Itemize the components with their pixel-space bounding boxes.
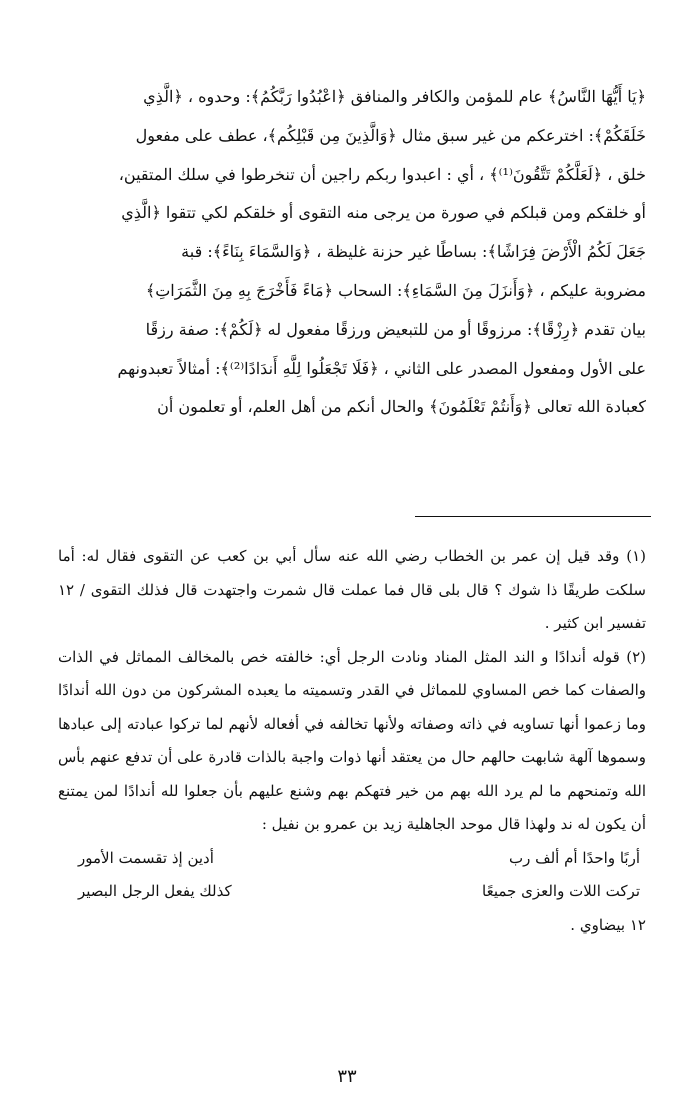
text-line: مضروبة عليكم ، ﴿وَأَنزَلَ مِنَ السَّمَاءِ﴾: السحاب ﴿مَاءً فَأَخْرَجَ بِهِ مِنَ الثَّمَرَاتِ﴾ bbox=[145, 280, 646, 300]
footnote-1 bbox=[58, 540, 646, 641]
text-line: خَلَقَكُمْ﴾: اخترعكم من غير سبق مثال ﴿وَالَّذِينَ مِن قَبْلِكُم﴾، عطف على مفعول bbox=[135, 125, 646, 145]
footnote-text: قوله أندادًا و الند المثل المناد ونادت الرجل أي: خالفته خص بالمخالف المماثل في الذات والصفات كما خص المساوي للمماثل في القدر وتسميته ما يعبده المشركون من دون الله أندادًا وما زعموا أنها تساويه في ذاته وصفاته ولأنها تخالفه في أفعاله لأنهم لما تركوا عبادته إلى عبادها وسموها آلهة شابهت حالهم حال من يعتقد أنها ذوات واجبة بالذات قادرة على أن تدفع عنهم بأس الله وتمنحهم ما لم يرد الله بهم من خير فتهكم بهم وشنع عليهم بأن جعلوا لله أندادًا لمن يمتنع أن يكون له ند ولهذا قال موحد الجاهلية زيد بن عمرو بن نفيل : bbox=[58, 647, 646, 833]
text-line: بيان تقدم ﴿رِزْقًا﴾: مرزوقًا أو من للتبعيض ورزقًا مفعول له ﴿لَكُمْ﴾: صفة رزقًا bbox=[145, 319, 646, 339]
verse-first-hemistich: أربًا واحدًا أم ألف رب bbox=[508, 848, 640, 867]
text-line: ﴿يَا أَيُّهَا النَّاسُ﴾ عام للمؤمن والكافر والمنافق ﴿اعْبُدُوا رَبَّكُمُ﴾: وحدوه ، ﴿الَّذِي bbox=[143, 87, 646, 106]
footnote-2 bbox=[58, 641, 646, 842]
text-line: على الأول ومفعول المصدر على الثاني ، ﴿فَلَا تَجْعَلُوا لِلَّهِ أَندَادًا⁽²⁾﴾: أمثالاً تعبدونهم bbox=[117, 358, 646, 378]
text-line: جَعَلَ لَكُمُ الْأَرْضَ فِرَاشًا﴾: بساطًا غير حزنة غليظة ، ﴿وَالسَّمَاءَ بِنَاءً﴾: قبة bbox=[181, 242, 646, 262]
text-line: خلق ، ﴿لَعَلَّكُمْ تَتَّقُونَ⁽¹⁾﴾ ، أي : اعبدوا ربكم راجين أن تنخرطوا في سلك المتقين، bbox=[118, 164, 646, 184]
verse-first-hemistich: تركت اللات والعزى جميعًا bbox=[482, 882, 640, 900]
tafsir-main-text bbox=[58, 78, 646, 427]
poem-verse-1 bbox=[58, 842, 646, 876]
verse-second-hemistich: كذلك يفعل الرجل البصير bbox=[78, 882, 232, 900]
page-number: ٣٣ bbox=[337, 1066, 357, 1087]
text-line: أو خلقكم ومن قبلكم في صورة من يرجى منه التقوى أو خلقكم لكي تتقوا ﴿الَّذِي bbox=[121, 203, 646, 223]
footnote-number: (١) bbox=[626, 547, 646, 565]
text-line: كعبادة الله تعالى ﴿وَأَنتُمْ تَعْلَمُونَ﴾ والحال أنكم من أهل العلم، أو تعلمون أن bbox=[157, 397, 646, 417]
poem-verse-2 bbox=[58, 875, 646, 909]
footnote-number: (٢) bbox=[626, 647, 647, 666]
footnote-text: وقد قيل إن عمر بن الخطاب رضي الله عنه سأل أبي بن كعب عن التقوى فقال له: أما سلكت طريقًا ذا شوك ؟ قال بلى قال فما عملت قال شمرت واجتهدت قال فذلك التقوى / ١٢ تفسير ابن كثير . bbox=[58, 547, 646, 632]
verse-second-hemistich: أدين إذ تقسمت الأمور bbox=[78, 848, 214, 867]
footnote-separator bbox=[415, 516, 651, 517]
footnote-source: ١٢ بيضاوي . bbox=[570, 915, 646, 934]
footnotes bbox=[58, 540, 646, 942]
